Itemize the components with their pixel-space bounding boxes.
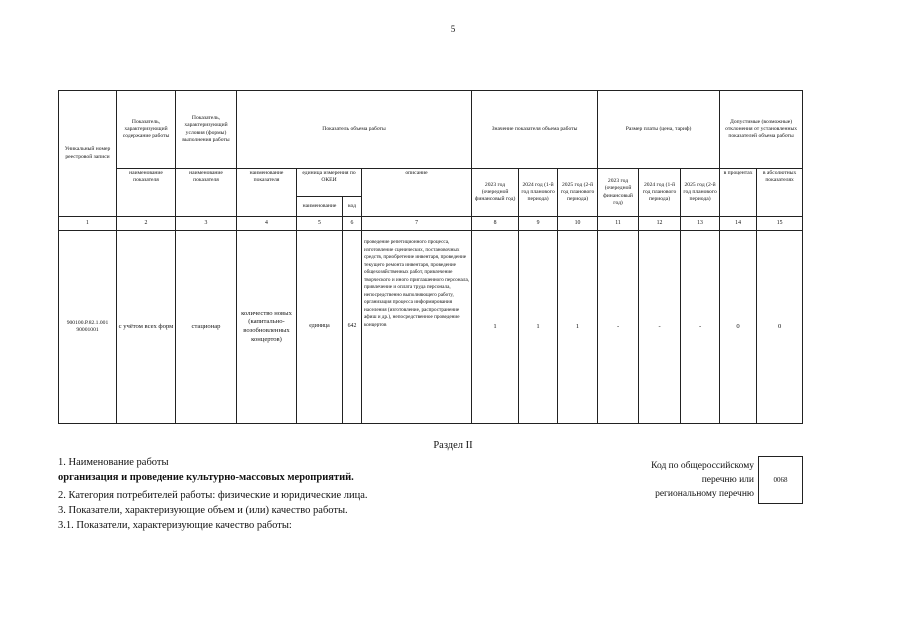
header-unit-okei: единица измерения по ОКЕИ xyxy=(297,169,362,197)
header-payment-2025: 2025 год (2-й год планового периода) xyxy=(681,169,720,217)
column-number: 5 xyxy=(297,217,343,231)
content-value: с учётом всех форм xyxy=(117,231,176,424)
column-number: 3 xyxy=(176,217,237,231)
header-content-indicator: Показатель, характеризующий содержание работы xyxy=(117,91,176,169)
deviation-percent: 0 xyxy=(720,231,757,424)
header-payment-2024: 2024 год (1-й год планового периода) xyxy=(639,169,681,217)
registry-code-label-line: перечню или xyxy=(701,474,754,485)
header-unit-name: наименование xyxy=(297,197,343,217)
indicator-value: количество новых (капитально-возобновленных концертов) xyxy=(237,231,297,424)
work-name-value: организация и проведение культурно-массовых мероприятий. xyxy=(58,472,354,483)
registry-code-label-line: региональному перечню xyxy=(655,488,754,499)
column-number: 14 xyxy=(720,217,757,231)
header-volume-value: Значение показателя объема работы xyxy=(472,91,598,169)
work-name-label: 1. Наименование работы xyxy=(58,457,169,468)
payment-2024: - xyxy=(639,231,681,424)
column-number: 8 xyxy=(472,217,519,231)
header-description: описание xyxy=(362,169,472,217)
header-year-2025: 2025 год (2-й год планового периода) xyxy=(558,169,598,217)
header-year-2024: 2024 год (1-й год планового периода) xyxy=(519,169,558,217)
page-number: 5 xyxy=(450,24,456,34)
unit-value: единица xyxy=(297,231,343,424)
column-numbers-row xyxy=(59,217,803,231)
payment-2023: - xyxy=(598,231,639,424)
header-year-2023: 2023 год (очередной финансовый год) xyxy=(472,169,519,217)
registry-code-box: 0068 xyxy=(758,456,803,504)
value-2025: 1 xyxy=(558,231,598,424)
column-number: 10 xyxy=(558,217,598,231)
header-conditions-indicator: Показатель, характеризующий условия (формы) выполнения работы xyxy=(176,91,237,169)
work-volume-table xyxy=(58,90,803,424)
consumer-category: 2. Категория потребителей работы: физические и юридические лица. xyxy=(58,490,368,501)
column-number: 13 xyxy=(681,217,720,231)
payment-2025: - xyxy=(681,231,720,424)
deviation-absolute: 0 xyxy=(757,231,803,424)
registry-number: 900100.Р.82.1.001 90001001 xyxy=(59,231,117,424)
header-in-absolute: в абсолютных показателях xyxy=(757,169,803,217)
indicators-heading: 3. Показатели, характеризующие объем и (или) качество работы. xyxy=(58,505,348,516)
column-number: 15 xyxy=(757,217,803,231)
header-deviation: Допустимые (возможные) отклонения от установленных показателей объема работы xyxy=(720,91,803,169)
conditions-value: стационар xyxy=(176,231,237,424)
header-unit-code: код xyxy=(343,197,362,217)
header-indicator-name: наименование показателя xyxy=(237,169,297,217)
registry-code-label xyxy=(630,460,754,501)
header-in-percent: в процентах xyxy=(720,169,757,217)
column-number: 12 xyxy=(639,217,681,231)
header-volume-indicator: Показатель объема работы xyxy=(237,91,472,169)
quality-heading: 3.1. Показатели, характеризующие качество работы: xyxy=(58,520,292,531)
section-title: Раздел II xyxy=(433,440,473,451)
description-value: проведение репетиционного процесса, изготовление сценических, постановочных средств, приобретение инвентаря, проведение текущего ремонта инвентаря, проведение общехозяйственных работ, привлечение творческого и иного приглашенного персонала, привлечение и оплата труда персонала, непосредственно выполняющего работу, организация процесса информирования населения (изготовление, распространение афиш и др.), непосредственное проведение концертов xyxy=(362,231,472,424)
column-number: 6 xyxy=(343,217,362,231)
column-number: 1 xyxy=(59,217,117,231)
header-indicator-name: наименование показателя xyxy=(117,169,176,217)
header-indicator-name: наименование показателя xyxy=(176,169,237,217)
column-number: 11 xyxy=(598,217,639,231)
value-2023: 1 xyxy=(472,231,519,424)
table-row xyxy=(59,231,803,424)
column-number: 2 xyxy=(117,217,176,231)
code-value: 642 xyxy=(343,231,362,424)
registry-code-label-line: Код по общероссийскому xyxy=(651,461,754,471)
column-number: 4 xyxy=(237,217,297,231)
header-payment-size: Размер платы (цена, тариф) xyxy=(598,91,720,169)
column-number: 9 xyxy=(519,217,558,231)
value-2024: 1 xyxy=(519,231,558,424)
header-unique-number: Уникальный номер реестровой записи xyxy=(59,91,117,217)
header-payment-2023: 2023 год (очередной финансовый год) xyxy=(598,169,639,217)
column-number: 7 xyxy=(362,217,472,231)
